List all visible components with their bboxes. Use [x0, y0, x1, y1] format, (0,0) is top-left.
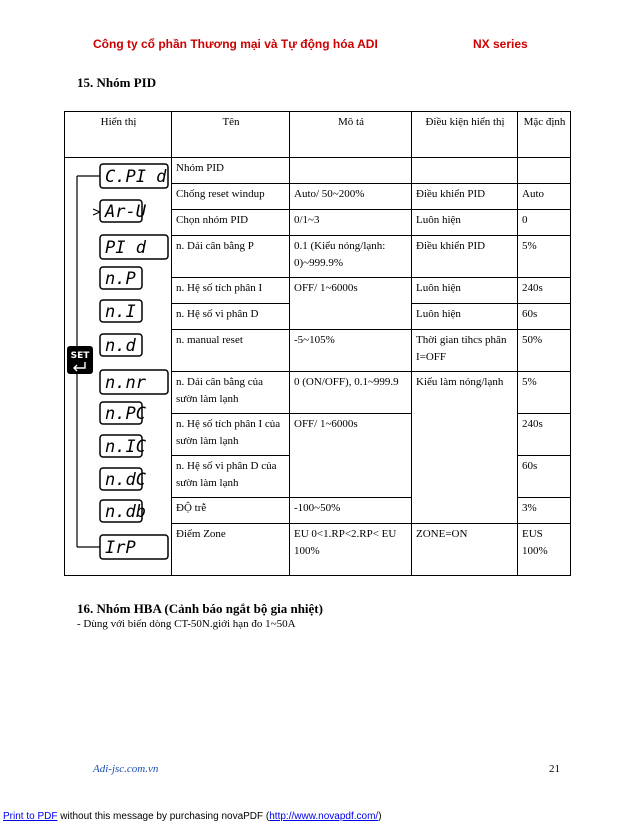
display-text: n.nr [105, 373, 146, 393]
row-name: n. Dải cân bằng của sườn làm lạnh [172, 372, 290, 414]
section-16-note: - Dùng với biến dòng CT-50N.giới hạn đo 1~50A [77, 618, 296, 630]
table-header-row [65, 112, 571, 158]
row-desc: OFF/ 1~6000s [290, 414, 412, 456]
row-cond [412, 414, 518, 456]
row-cond: Luôn hiện [412, 304, 518, 330]
row-default: 60s [518, 456, 571, 498]
row-cond [412, 574, 518, 576]
row-default [518, 158, 571, 184]
row-desc: OFF/ 1~6000s [290, 278, 412, 304]
row-desc: -100~50% [290, 498, 412, 524]
row-desc: Auto/ 50~200% [290, 184, 412, 210]
col-header-display: Hiển thị [65, 112, 172, 158]
footer-site: Adi-jsc.com.vn [93, 763, 159, 775]
row-cond: ZONE=ON [412, 524, 518, 574]
print-to-pdf-link[interactable]: Print to PDF [3, 811, 58, 822]
row-desc [290, 456, 412, 498]
display-text: IrP [105, 538, 136, 558]
row-desc: EU 0<1.RP<2.RP< EU 100% [290, 524, 412, 574]
display-text: PI d [105, 238, 146, 258]
novapdf-text: without this message by purchasing novaPDF ( [57, 811, 270, 822]
row-name: Chọn nhóm PID [172, 210, 290, 236]
section-16-title: 16. Nhóm HBA (Cảnh báo ngắt bộ gia nhiệt) [77, 601, 323, 616]
row-cond [412, 456, 518, 498]
col-header-default: Mặc định [518, 112, 571, 158]
row-desc: 0/1~3 [290, 210, 412, 236]
display-text: Ar-U [105, 202, 146, 222]
row-default: 240s [518, 414, 571, 456]
row-desc: -5~105% [290, 330, 412, 372]
novapdf-notice [3, 811, 382, 822]
novapdf-text-end: ) [378, 811, 382, 822]
row-cond [412, 498, 518, 524]
display-text: C.PI d [105, 167, 167, 187]
row-name: Chống reset windup [172, 184, 290, 210]
row-name: Điểm Zone [172, 524, 290, 574]
display-text: n.PC [105, 404, 146, 424]
row-default: 240s [518, 278, 571, 304]
row-cond: Luôn hiện [412, 278, 518, 304]
row-cond: Điều khiển PID [412, 236, 518, 278]
row-cond: Luôn hiện [412, 210, 518, 236]
row-desc: 0 (ON/OFF), 0.1~999.9 [290, 372, 412, 414]
row-cond: Thời gian tihcs phân I=OFF [412, 330, 518, 372]
display-text: n.I [105, 302, 136, 322]
row-default: 3% [518, 498, 571, 524]
row-name: n. Hệ số tích phân I của sườn làm lạnh [172, 414, 290, 456]
row-desc [290, 304, 412, 330]
row-default: 0 [518, 210, 571, 236]
display-column [65, 158, 172, 576]
row-desc [290, 158, 412, 184]
row-default: Auto [518, 184, 571, 210]
company-name: Công ty cổ phần Thương mại và Tự động hóa ADI [93, 37, 378, 51]
row-name: n. Hệ số vi phân D của sườn làm lạnh [172, 456, 290, 498]
row-name: n. manual reset [172, 330, 290, 372]
series-name: NX series [473, 37, 528, 51]
row-name [172, 574, 290, 576]
display-text: n.db [105, 502, 146, 522]
row-default: 50% [518, 330, 571, 372]
row-cond: Điều khiển PID [412, 184, 518, 210]
row-default: 5% [518, 372, 571, 414]
col-header-name: Tên [172, 112, 290, 158]
row-name: n. Hệ số vi phân D [172, 304, 290, 330]
pid-table [64, 111, 571, 576]
display-text: n.dC [105, 470, 146, 490]
display-text: n.P [105, 269, 136, 289]
row-desc: 0.1 (Kiểu nóng/lạnh: 0)~999.9% [290, 236, 412, 278]
row-default: EUS 100% [518, 524, 571, 574]
row-desc [290, 574, 412, 576]
row-name: n. Hệ số tích phân I [172, 278, 290, 304]
row-cond: Kiểu làm nóng/lạnh [412, 372, 518, 414]
col-header-cond: Điều kiện hiển thị [412, 112, 518, 158]
section-15-title: 15. Nhóm PID [77, 75, 157, 90]
display-text: n.IC [105, 437, 146, 457]
row-default [518, 574, 571, 576]
display-text: n.d [105, 336, 136, 356]
row-name: Nhóm PID [172, 158, 290, 184]
novapdf-url-link[interactable]: http://www.novapdf.com/ [269, 811, 379, 822]
row-cond [412, 158, 518, 184]
row-name: n. Dải cân bằng P [172, 236, 290, 278]
page-number: 21 [549, 763, 560, 775]
set-key-label: SET [70, 351, 90, 361]
seven-segment-displays [65, 158, 172, 576]
col-header-desc: Mô tả [290, 112, 412, 158]
table-row [65, 158, 571, 184]
row-default: 5% [518, 236, 571, 278]
row-default: 60s [518, 304, 571, 330]
row-name: ĐỘ trễ [172, 498, 290, 524]
